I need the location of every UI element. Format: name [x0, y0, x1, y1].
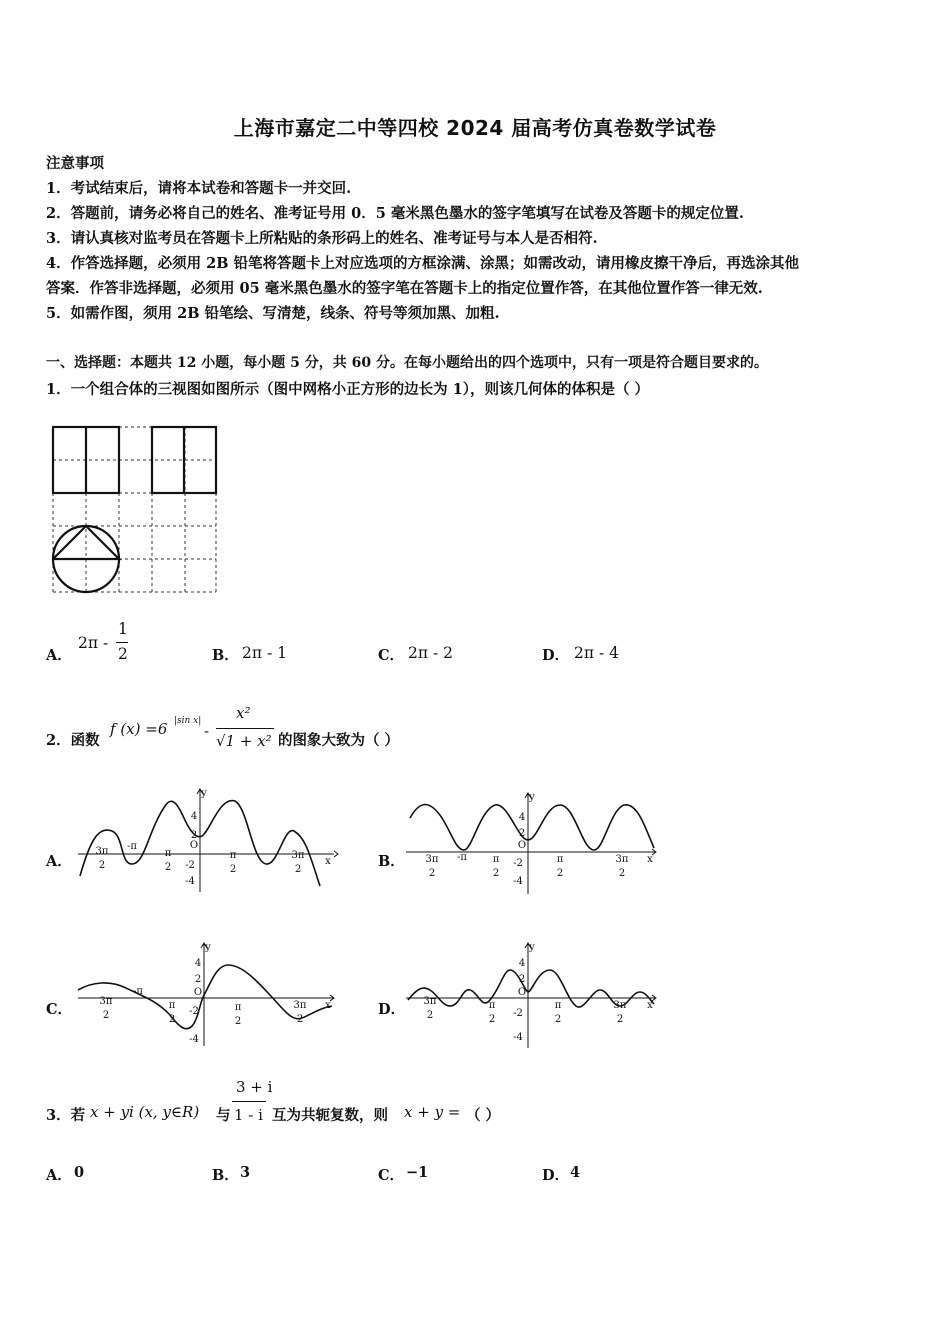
q1-stem: 1．一个组合体的三视图如图所示（图中网格小正方形的边长为 1），则该几何体的体积是（ ） [46, 381, 650, 398]
notice-item: 2．答题前，请务必将自己的姓名、准考证号用 0．5 毫米黑色墨水的签字笔填写在试卷及答题卡的规定位置. [46, 205, 744, 222]
tick-label: 2 [556, 868, 564, 879]
q3-option-c-label[interactable]: C． [378, 1167, 405, 1184]
tick-label: 2 [229, 864, 237, 875]
q3-option-d-value: 4 [570, 1164, 581, 1181]
tick-label: 2 [488, 1014, 496, 1025]
tick-label: -2 [185, 860, 195, 871]
option-a-value: 2π - [78, 634, 109, 652]
q3-frac-num: 3 + i [236, 1078, 273, 1096]
tick-label: π [234, 1002, 242, 1013]
tick-label: 3π [99, 996, 113, 1007]
graph-b [400, 790, 662, 896]
axis-label-origin: O [189, 840, 199, 851]
q3-end: （ ） [466, 1107, 501, 1124]
tick-label: π [492, 854, 500, 865]
q2-frac-den: √1 + x² [216, 732, 272, 750]
q2-suffix: 的图象大致为（ ） [278, 732, 400, 749]
fraction-bar [232, 1101, 266, 1102]
axis-label-x: x [647, 1000, 653, 1011]
notice-item: 5．如需作图，须用 2B 铅笔绘、写清楚，线条、符号等须加黑、加粗. [46, 305, 500, 322]
tick-label: 2 [428, 868, 436, 879]
fraction-bar [116, 642, 128, 643]
tick-label: 3π [615, 854, 629, 865]
option-b-value: 2π - 1 [242, 644, 288, 662]
q1-options [46, 620, 926, 670]
tick-label: -4 [189, 1034, 199, 1045]
tick-label: 2 [194, 974, 202, 985]
option-c-value: 2π - 2 [408, 644, 454, 662]
tick-label: 2 [618, 868, 626, 879]
q2-prefix: 2．函数 [46, 732, 100, 749]
tick-label: π [554, 1000, 562, 1011]
tick-label: 2 [168, 1014, 176, 1025]
q2-option-d-label[interactable]: D． [378, 1001, 406, 1018]
option-a-label[interactable]: A． [46, 647, 72, 664]
tick-label: π [168, 1000, 176, 1011]
tick-label: 3π [291, 850, 305, 861]
tick-label: 3π [613, 1000, 627, 1011]
notice-item: 答案．作答非选择题，必须用 05 毫米黑色墨水的签字笔在答题卡上的指定位置作答，在其他位置作答一律无效. [46, 280, 763, 297]
tick-label: -π [457, 852, 467, 863]
q2-option-a-label[interactable]: A． [46, 853, 72, 870]
option-a-den: 2 [118, 645, 128, 663]
tick-label: 2 [102, 1010, 110, 1021]
tick-label: 4 [518, 812, 526, 823]
q2-option-c-label[interactable]: C． [46, 1001, 73, 1018]
q3-expr1: x + yi (x, y∈R) [90, 1103, 200, 1121]
tick-label: 2 [294, 864, 302, 875]
axis-label-y: y [529, 792, 535, 803]
notice-heading: 注意事项 [46, 155, 104, 172]
tick-label: -2 [513, 858, 523, 869]
q3-frac-den: 1 - i [234, 1106, 263, 1124]
q3-option-b-value: 3 [240, 1164, 251, 1181]
axis-label-x: x [325, 1000, 331, 1011]
tick-label: 2 [518, 974, 526, 985]
three-view-figure [48, 422, 220, 596]
tick-label: -4 [185, 876, 195, 887]
option-a-num: 1 [118, 620, 128, 638]
tick-label: 3π [293, 1000, 307, 1011]
axis-label-origin: O [193, 987, 203, 998]
option-c-label[interactable]: C． [378, 647, 405, 664]
q3-option-d-label[interactable]: D． [542, 1167, 570, 1184]
tick-label: -π [127, 841, 137, 852]
page-title: 上海市嘉定二中等四校 2024 届高考仿真卷数学试卷 [233, 116, 717, 140]
tick-label: -2 [513, 1008, 523, 1019]
tick-label: 2 [426, 1010, 434, 1021]
graph-d [400, 940, 662, 1052]
fraction-bar [216, 728, 274, 729]
section-heading: 一、选择题：本题共 12 小题，每小题 5 分，共 60 分。在每小题给出的四个选项中，只有一项是符合题目要求的。 [46, 355, 768, 371]
axis-label-origin: O [517, 840, 527, 851]
tick-label: 4 [518, 958, 526, 969]
tick-label: 2 [616, 1014, 624, 1025]
tick-label: 2 [554, 1014, 562, 1025]
q2-stem [46, 700, 646, 762]
axis-label-x: x [325, 856, 331, 867]
graph-a [70, 786, 340, 894]
tick-label: 3π [425, 854, 439, 865]
tick-label: -4 [513, 876, 523, 887]
tick-label: 2 [234, 1016, 242, 1027]
q2-exponent: |sin x| [174, 716, 202, 726]
option-b-label[interactable]: B． [212, 647, 239, 664]
tick-label: 4 [194, 958, 202, 969]
tick-label: -π [133, 986, 143, 997]
q2-minus: - [204, 722, 210, 740]
q2-frac-num: x² [236, 704, 251, 722]
option-d-value: 2π - 4 [574, 644, 620, 662]
notice-item: 1．考试结束后，请将本试卷和答题卡一并交回. [46, 180, 352, 197]
tick-label: 2 [518, 828, 526, 839]
tick-label: π [164, 848, 172, 859]
tick-label: 2 [296, 1014, 304, 1025]
option-d-label[interactable]: D． [542, 647, 570, 664]
q3-option-a-value: 0 [74, 1164, 85, 1181]
tick-label: 2 [164, 862, 172, 873]
notice-item: 3．请认真核对监考员在答题卡上所粘贴的条形码上的姓名、准考证号与本人是否相符. [46, 230, 598, 247]
axis-label-y: y [529, 942, 535, 953]
tick-label: 4 [190, 811, 198, 822]
tick-label: π [488, 1000, 496, 1011]
q3-option-c-value: −1 [406, 1164, 429, 1181]
q3-expr2: x + y = [404, 1103, 461, 1121]
q3-option-a-label[interactable]: A． [46, 1167, 72, 1184]
tick-label: 3π [95, 846, 109, 857]
axis-label-y: y [205, 942, 211, 953]
q3-mid: 互为共轭复数，则 [272, 1107, 388, 1124]
tick-label: π [556, 854, 564, 865]
q3-stem [46, 1074, 746, 1134]
tick-label: 2 [492, 868, 500, 879]
tick-label: 2 [98, 860, 106, 871]
notice-item: 4．作答选择题，必须用 2B 铅笔将答题卡上对应选项的方框涂满、涂黑；如需改动，请用橡皮擦干净后，再选涂其他 [46, 255, 800, 272]
axis-label-origin: O [517, 987, 527, 998]
graph-c [70, 940, 340, 1048]
tick-label: π [229, 850, 237, 861]
q2-option-b-label[interactable]: B． [378, 853, 405, 870]
tick-label: 3π [423, 996, 437, 1007]
axis-label-y: y [201, 788, 207, 799]
tick-label: -2 [189, 1006, 199, 1017]
q3-with: 与 [216, 1107, 231, 1124]
q2-function-lhs: f (x) =6 [110, 720, 168, 738]
tick-label: -4 [513, 1032, 523, 1043]
q3-options [46, 1164, 746, 1188]
tick-label: 2 [190, 830, 198, 841]
q3-prefix: 3．若 [46, 1107, 86, 1124]
axis-label-x: x [647, 854, 653, 865]
q3-option-b-label[interactable]: B． [212, 1167, 239, 1184]
